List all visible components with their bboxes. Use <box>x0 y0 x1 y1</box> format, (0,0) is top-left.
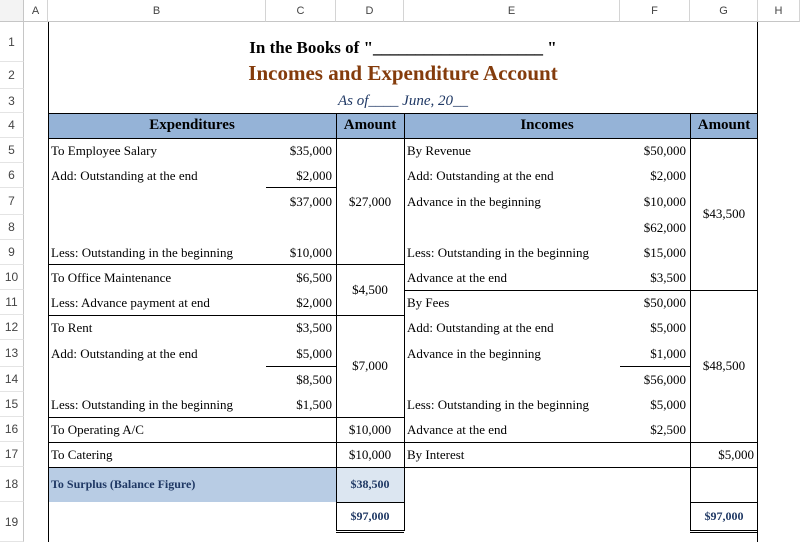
row-header-3[interactable]: 3 <box>0 89 24 113</box>
exp-rent-outstanding-end-value[interactable]: $5,000 <box>296 345 332 361</box>
exp-office-maintenance-amount[interactable]: $4,500 <box>352 282 388 297</box>
inc-fees-subtotal[interactable]: $56,000 <box>643 371 686 387</box>
row-header-13[interactable]: 13 <box>0 340 24 367</box>
exp-total-underline-2 <box>336 532 404 533</box>
inc-fees-value[interactable]: $50,000 <box>643 294 686 310</box>
exp-rent-label[interactable]: To Rent <box>51 319 93 335</box>
inc-revenue-subtotal[interactable]: $62,000 <box>643 219 686 235</box>
inc-revenue-advance-end-label[interactable]: Advance at the end <box>407 269 507 285</box>
exp-rent-outstanding-end-label[interactable]: Add: Outstanding at the end <box>51 345 198 361</box>
row-header-1[interactable]: 1 <box>0 22 24 62</box>
inc-fees-outstanding-end-label[interactable]: Add: Outstanding at the end <box>407 319 554 335</box>
exp-total-top-line <box>336 502 404 503</box>
exp-catering-label[interactable]: To Catering <box>51 446 113 462</box>
inc-fees-advance-begin-value[interactable]: $1,000 <box>650 345 686 361</box>
exp-salary-outstanding-end-value[interactable]: $2,000 <box>296 167 332 183</box>
exp-operating-label[interactable]: To Operating A/C <box>51 421 144 437</box>
row-header-16[interactable]: 16 <box>0 417 24 442</box>
inc-total-underline-2 <box>690 532 758 533</box>
exp-section-divider-1 <box>48 264 404 265</box>
exp-salary-outstanding-begin-label[interactable]: Less: Outstanding in the beginning <box>51 244 233 260</box>
header-bottom-border <box>48 138 758 139</box>
inc-revenue-label[interactable]: By Revenue <box>407 142 471 158</box>
row-header-8[interactable]: 8 <box>0 215 24 240</box>
inc-fees-label[interactable]: By Fees <box>407 294 450 310</box>
row-header-5[interactable]: 5 <box>0 138 24 163</box>
inc-revenue-value[interactable]: $50,000 <box>643 142 686 158</box>
inc-revenue-advance-begin-label[interactable]: Advance in the beginning <box>407 193 541 209</box>
inc-total-underline-1 <box>690 530 758 531</box>
exp-rent-subtotal-line <box>266 366 336 367</box>
books-of-line: In the Books of "____________________ " <box>249 38 557 57</box>
column-header-g[interactable]: G <box>690 0 758 22</box>
exp-salary-subtotal[interactable]: $37,000 <box>289 193 332 209</box>
exp-catering-amount[interactable]: $10,000 <box>348 446 392 462</box>
row-header-10[interactable]: 10 <box>0 265 24 290</box>
row-header-6[interactable]: 6 <box>0 163 24 188</box>
column-header-f[interactable]: F <box>620 0 690 22</box>
row-header-9[interactable]: 9 <box>0 240 24 265</box>
row-header-15[interactable]: 15 <box>0 392 24 417</box>
section-divider-16 <box>48 442 758 443</box>
row-header-19[interactable]: 19 <box>0 502 24 542</box>
exp-amount-left-border <box>336 113 337 531</box>
inc-revenue-outstanding-begin-label[interactable]: Less: Outstanding in the beginning <box>407 244 589 260</box>
inc-section-divider <box>404 290 758 291</box>
inc-revenue-outstanding-begin-value[interactable]: $15,000 <box>643 244 686 260</box>
exp-operating-amount[interactable]: $10,000 <box>348 421 392 437</box>
exp-rent-outstanding-begin-label[interactable]: Less: Outstanding in the beginning <box>51 396 233 412</box>
inc-revenue-advance-end-value[interactable]: $3,500 <box>650 269 686 285</box>
inc-fees-amount[interactable]: $48,500 <box>702 358 746 373</box>
exp-rent-amount[interactable]: $7,000 <box>352 358 388 373</box>
exp-advance-payment-label[interactable]: Less: Advance payment at end <box>51 294 210 310</box>
row-header-7[interactable]: 7 <box>0 188 24 215</box>
inc-fees-outstanding-begin-value[interactable]: $5,000 <box>650 396 686 412</box>
inc-fees-subtotal-line <box>620 366 690 367</box>
exp-advance-payment-value[interactable]: $2,000 <box>296 294 332 310</box>
inc-fees-outstanding-begin-label[interactable]: Less: Outstanding in the beginning <box>407 396 589 412</box>
column-header-h[interactable]: H <box>758 0 800 22</box>
inc-fees-advance-begin-label[interactable]: Advance in the beginning <box>407 345 541 361</box>
inc-fees-advance-end-label[interactable]: Advance at the end <box>407 421 507 437</box>
right-border <box>757 22 758 542</box>
inc-total-top-line <box>690 502 758 503</box>
select-all-corner[interactable] <box>0 0 24 22</box>
header-top-border <box>48 113 758 114</box>
inc-interest-label[interactable]: By Interest <box>407 446 465 462</box>
exp-total[interactable]: $97,000 <box>350 508 390 523</box>
row-header-4[interactable]: 4 <box>0 113 24 138</box>
income-amount-header: Amount <box>690 113 758 138</box>
exp-office-maintenance-label[interactable]: To Office Maintenance <box>51 269 172 285</box>
exp-rent-outstanding-begin-value[interactable]: $1,500 <box>296 396 332 412</box>
inc-revenue-outstanding-end-label[interactable]: Add: Outstanding at the end <box>407 167 554 183</box>
inc-revenue-amount[interactable]: $43,500 <box>702 206 746 221</box>
exp-total-underline-1 <box>336 530 404 531</box>
as-of-date: As of____ June, 20__ <box>338 92 468 109</box>
expenditures-header: Expenditures <box>48 113 336 138</box>
inc-interest-amount[interactable]: $5,000 <box>718 446 754 462</box>
column-header-c[interactable]: C <box>266 0 336 22</box>
row-header-17[interactable]: 17 <box>0 442 24 467</box>
exp-surplus-label[interactable]: To Surplus (Balance Figure) <box>51 477 196 491</box>
left-border <box>48 22 49 542</box>
column-header-d[interactable]: D <box>336 0 404 22</box>
inc-revenue-outstanding-end-value[interactable]: $2,000 <box>650 167 686 183</box>
exp-salary-amount[interactable]: $27,000 <box>348 193 392 209</box>
exp-amount-right-border <box>404 113 405 531</box>
exp-rent-subtotal[interactable]: $8,500 <box>296 371 332 387</box>
exp-salary-subtotal-line <box>266 187 336 188</box>
account-title: Incomes and Expenditure Account <box>248 60 558 85</box>
exp-office-maintenance-value[interactable]: $6,500 <box>296 269 332 285</box>
section-divider-17 <box>48 467 758 468</box>
expenditure-amount-header: Amount <box>336 113 404 138</box>
row-header-2[interactable]: 2 <box>0 62 24 89</box>
inc-amount-left-border <box>690 113 691 531</box>
exp-rent-value[interactable]: $3,500 <box>296 319 332 335</box>
row-header-18[interactable]: 18 <box>0 467 24 502</box>
column-header-e[interactable]: E <box>404 0 620 22</box>
column-header-b[interactable]: B <box>48 0 266 22</box>
inc-total[interactable]: $97,000 <box>704 508 744 523</box>
inc-revenue-advance-begin-value[interactable]: $10,000 <box>643 193 686 209</box>
exp-surplus-amount[interactable]: $38,500 <box>350 477 390 491</box>
exp-salary-outstanding-end-label[interactable]: Add: Outstanding at the end <box>51 167 198 183</box>
row-header-12[interactable]: 12 <box>0 315 24 340</box>
exp-employee-salary-value[interactable]: $35,000 <box>289 142 332 158</box>
inc-fees-advance-end-value[interactable]: $2,500 <box>650 421 686 437</box>
exp-section-divider-3 <box>48 417 404 418</box>
exp-employee-salary-label[interactable]: To Employee Salary <box>51 142 157 158</box>
incomes-header: Incomes <box>404 113 690 138</box>
row-header-14[interactable]: 14 <box>0 367 24 392</box>
row-header-11[interactable]: 11 <box>0 290 24 315</box>
column-header-a[interactable]: A <box>24 0 48 22</box>
inc-fees-outstanding-end-value[interactable]: $5,000 <box>650 319 686 335</box>
exp-section-divider-2 <box>48 315 404 316</box>
exp-salary-outstanding-begin-value[interactable]: $10,000 <box>289 244 332 260</box>
